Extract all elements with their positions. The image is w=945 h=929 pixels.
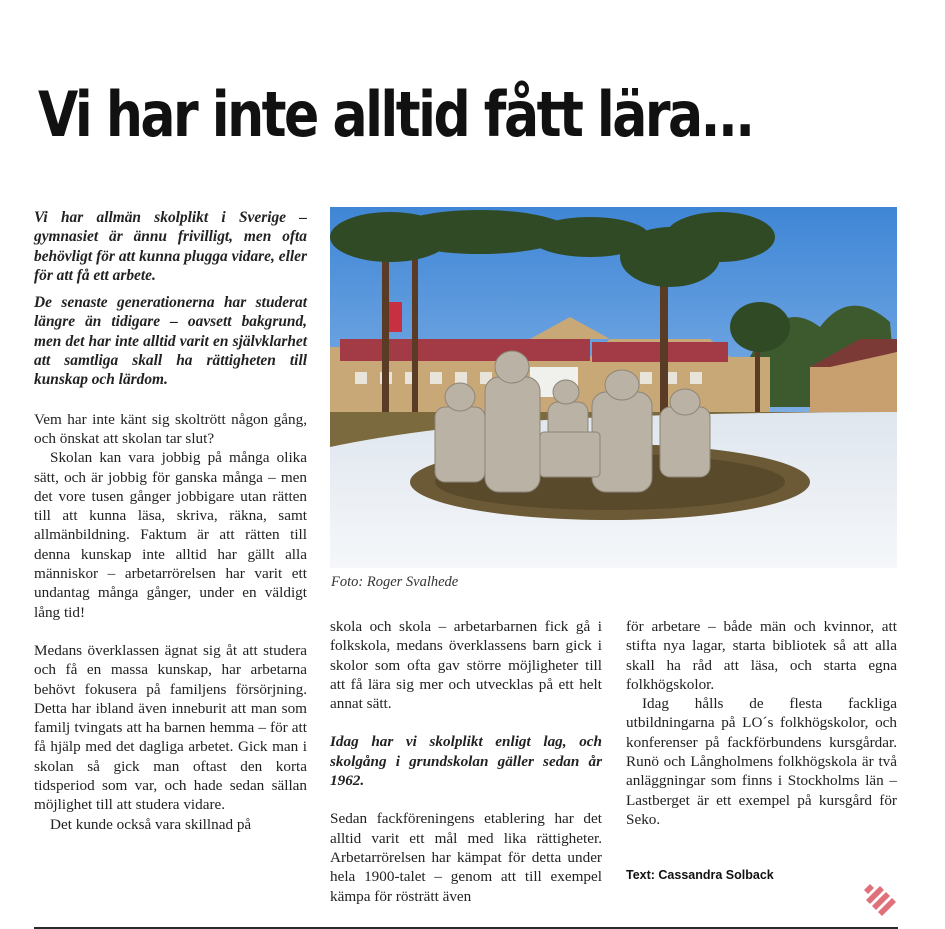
column-left (34, 208, 307, 834)
headline: Vi har inte alltid fått lära... (38, 78, 753, 151)
body-paragraph: Skolan kan vara jobbig på många olika sätt, och är jobbig för ganska många – men det vore tusen gånger jobbigare utan rätten till att kunna läsa, skriva, räkna, samt allmänbildning. Faktum är att rätten till denna kunskap inte alltid har gällt alla människor – arbetarrörelsen har varit ett undantag många gånger, under en väldigt lång tid! (34, 449, 307, 621)
column-right (626, 617, 897, 829)
body-paragraph: skola och skola – arbetarbarnen fick gå i folkskola, medans överklassens barn gick i skolor som ofta gav större möjligheter till att få lära sig mer och utvecklas på ett helt annat sätt. (330, 618, 602, 713)
column-middle (330, 617, 602, 906)
publication-logo-icon (862, 880, 900, 916)
body-paragraph: Vem har inte känt sig skoltrött någon gång, och önskat att skolan tar slut? (34, 410, 307, 447)
body-paragraph: Det kunde också vara skillnad på (50, 815, 252, 833)
lead-paragraph-1: Vi har allmän skolplikt i Sverige – gymnasiet är ännu frivilligt, men ofta behövligt för att kunna plugga vidare, eller för att få ett arbete. (34, 209, 307, 284)
lead-paragraph-2: De senaste generationerna har studerat längre än tidigare – oavsett bakgrund, men det har inte alltid varit en självklarhet att samtliga skall ha rättigheten till kunskap och lärdom. (34, 294, 307, 389)
photo-sculptures (330, 207, 897, 568)
emphasis-paragraph: Idag har vi skolplikt enligt lag, och skolgång i grundskolan gäller sedan år 1962. (330, 733, 602, 790)
body-paragraph: Sedan fackföreningens etablering har det alltid varit ett mål med lika rättigheter. Arbetarrörelsen har kämpat för detta under hela 1900-talet – genom att till exempel kämpa för rösträtt även (330, 810, 602, 905)
sculpture-garden-illustration (330, 207, 897, 568)
body-paragraph: för arbetare – både män och kvinnor, att stifta nya lagar, starta bibliotek så att alla skall ha råd att läsa, och starta egna folkhögskolor. (626, 618, 897, 693)
byline: Text: Cassandra Solback (626, 868, 774, 882)
photo-caption: Foto: Roger Svalhede (331, 574, 459, 590)
body-paragraph: Idag hålls de flesta fackliga utbildningarna på LO´s folkhögskolor, och konferenser på fackförbundens kursgårdar. Runö och Långholmens folkhögskola är två anläggningar som finns i Stockholms län – Lastberget är ett exempel på kursgård för Seko. (626, 695, 897, 828)
body-paragraph: Medans överklassen ägnat sig åt att studera och få en massa kunskap, har arbetarna behövt fokusera på familjens försörjning. Detta har ibland även inneburit att man som familj tvingats att ha barnen hemma – för att få hjälp med det dagliga arbetet. Gick man i skolan så gick man oftast den korta tidsperiod som var, och hade sedan sällan möjlighet till att studera vidare. (34, 641, 307, 814)
